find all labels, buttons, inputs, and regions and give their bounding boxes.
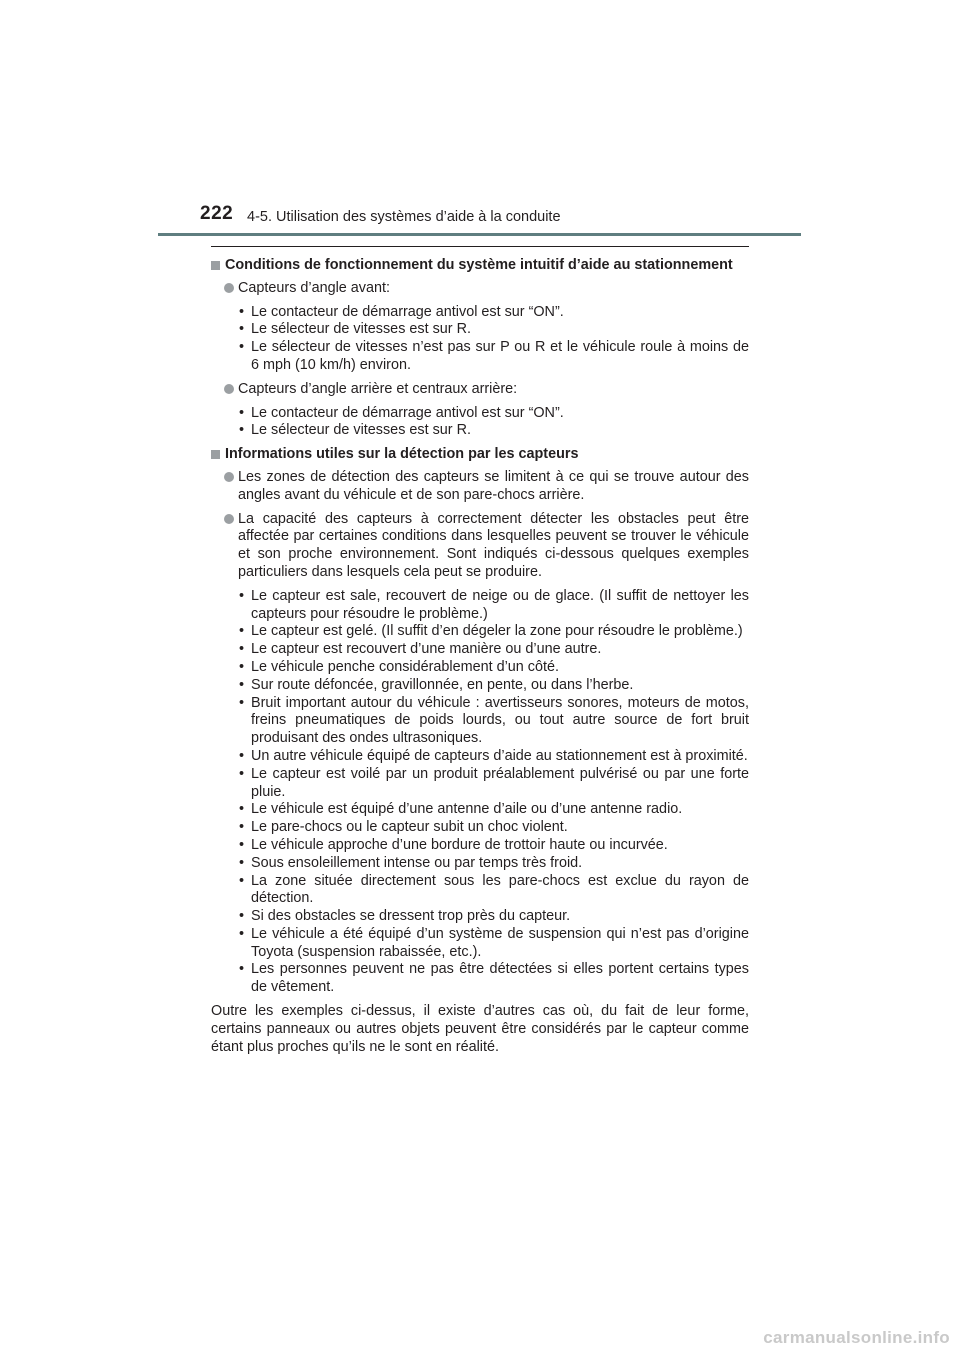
- section-heading-detection-info: [211, 446, 749, 464]
- header-divider: [158, 233, 801, 236]
- sub-heading-text: Capteurs d’angle arrière et centraux arrière:: [238, 380, 518, 397]
- detection-conditions-list: [211, 588, 749, 997]
- list-item: • Bruit important autour du véhicule : avertisseurs sonores, moteurs de motos, freins pneumatiques de poids lourds, ou tout autre source de fort bruit produisant des ondes ultrasoniques.: [239, 694, 749, 747]
- list-item: • Le contacteur de démarrage antivol est sur “ON”.: [239, 303, 564, 320]
- section-heading-conditions: [211, 257, 749, 275]
- circle-bullet-icon: [224, 514, 234, 524]
- circle-bullet-icon: [224, 472, 234, 482]
- list-item: • Le capteur est sale, recouvert de neige ou de glace. (Il suffit de nettoyer les capteurs pour résoudre le problème.): [239, 587, 749, 622]
- list-item: • Le capteur est gelé. (Il suffit d’en dégeler la zone pour résoudre le problème.): [239, 623, 743, 640]
- sub-heading-text: Capteurs d’angle avant:: [238, 279, 391, 296]
- closing-paragraph: Outre les exemples ci-dessus, il existe d’autres cas où, du fait de leur forme, certains panneaux ou autres objets peuvent être considérés par le capteur comme étant plus proches qu’ils ne le sont en réalité.: [211, 1003, 749, 1055]
- list-item: • Le capteur est voilé par un produit préalablement pulvérisé ou par une forte pluie.: [239, 765, 749, 800]
- page-content: [211, 246, 749, 1056]
- page-number: 222: [200, 203, 234, 224]
- section-heading-text: Conditions de fonctionnement du système intuitif d’aide au stationnement: [225, 257, 733, 273]
- sub-heading-rear-sensors: [211, 381, 749, 399]
- section-heading-text: Informations utiles sur la détection par les capteurs: [225, 446, 579, 463]
- list-item: • Le sélecteur de vitesses est sur R.: [239, 422, 471, 439]
- detection-capacity-paragraph: La capacité des capteurs à correctement détecter les obstacles peut être affectée par certaines conditions dans lesquelles peuvent se trouver le véhicule et son proche environnement. Sont indiqués ci-dessous quelques exemples particuliers dans lesquels cela peut se produire.: [211, 511, 749, 582]
- list-item: • La zone située directement sous les pare-chocs est exclue du rayon de détection.: [239, 872, 749, 907]
- list-item: • Sur route défoncée, gravillonnée, en pente, ou dans l’herbe.: [239, 676, 634, 693]
- list-item: • Sous ensoleillement intense ou par temps très froid.: [239, 854, 583, 871]
- list-item: • Le véhicule approche d’une bordure de trottoir haute ou incurvée.: [239, 836, 668, 853]
- list-item: • Le véhicule penche considérablement d’un côté.: [239, 658, 560, 675]
- list-item: • Le sélecteur de vitesses est sur R.: [239, 321, 471, 338]
- page-header: [0, 0, 960, 240]
- circle-bullet-icon: [224, 283, 234, 293]
- circle-bullet-icon: [224, 384, 234, 394]
- square-bullet-icon: [211, 450, 220, 459]
- list-item: • Le capteur est recouvert d’une manière ou d’une autre.: [239, 641, 602, 658]
- list-item: • Le pare-chocs ou le capteur subit un choc violent.: [239, 819, 568, 836]
- chapter-title: 4-5. Utilisation des systèmes d’aide à la conduite: [247, 209, 561, 225]
- front-sensor-conditions-list: [211, 304, 749, 375]
- detection-zones-paragraph: Les zones de détection des capteurs se limitent à ce qui se trouve autour des angles avant du véhicule et de son pare-chocs arrière.: [211, 469, 749, 505]
- square-bullet-icon: [211, 261, 220, 270]
- list-item: • Le véhicule est équipé d’une antenne d’aile ou d’une antenne radio.: [239, 801, 683, 818]
- list-item: • Si des obstacles se dressent trop près du capteur.: [239, 908, 571, 925]
- rear-sensor-conditions-list: [211, 405, 749, 441]
- list-item: • Un autre véhicule équipé de capteurs d’aide au stationnement est à proximité.: [239, 747, 748, 764]
- sub-heading-front-sensors: [211, 280, 749, 298]
- list-item: • Le contacteur de démarrage antivol est sur “ON”.: [239, 404, 564, 421]
- list-item: • Le sélecteur de vitesses n’est pas sur P ou R et le véhicule roule à moins de 6 mph (10 km/h) environ.: [239, 339, 749, 373]
- watermark: carmanualsonline.info: [763, 1328, 950, 1347]
- list-item: • Le véhicule a été équipé d’un système de suspension qui n’est pas d’origine Toyota (suspension rabaissée, etc.).: [239, 925, 749, 960]
- list-item: • Les personnes peuvent ne pas être détectées si elles portent certains types de vêtement.: [239, 961, 749, 996]
